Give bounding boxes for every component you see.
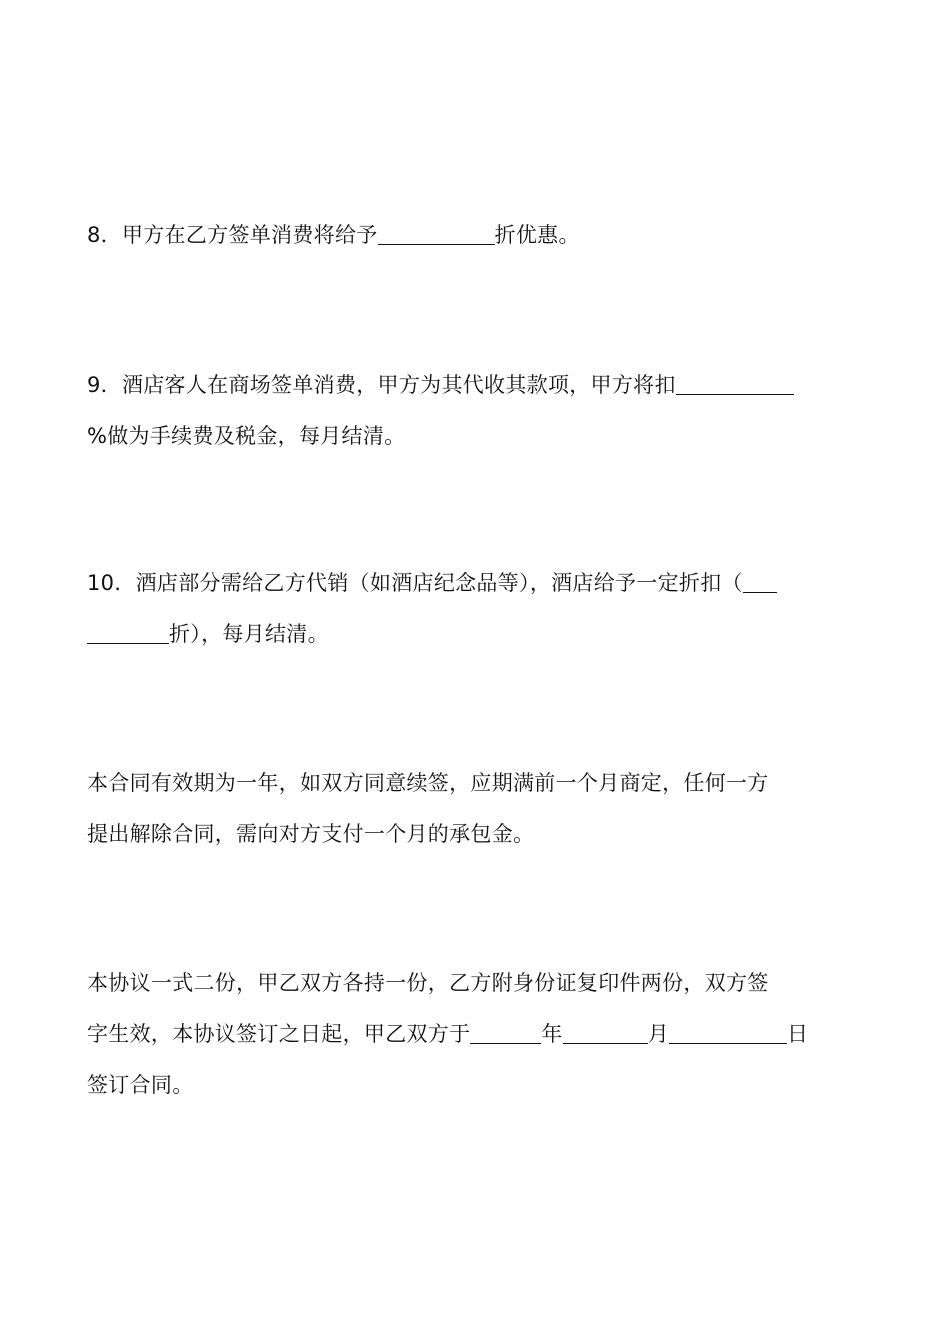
fee-percent-blank[interactable] <box>676 372 794 395</box>
copies-text-2: 字生效，本协议签订之日起，甲乙双方于 <box>87 1022 471 1046</box>
clause-10-line-1 <box>87 558 867 609</box>
copies-text-3: 签订合同。 <box>87 1073 194 1097</box>
validity-text-1: 本合同有效期为一年，如双方同意续签，应期满前一个月商定，任何一方 <box>87 771 769 795</box>
validity-line-2 <box>87 809 867 860</box>
validity-line-1 <box>87 758 867 809</box>
clause-9 <box>87 360 867 462</box>
copies-line-3 <box>87 1060 867 1111</box>
clause-10-text-2: 折），每月结清。 <box>169 622 329 646</box>
clause-8-text-a: 8．甲方在乙方签单消费将给予 <box>87 223 378 247</box>
clause-10-text-1: 10．酒店部分需给乙方代销（如酒店纪念品等），酒店给予一定折扣（ <box>87 571 743 595</box>
copies-line-2 <box>87 1009 867 1060</box>
day-blank[interactable] <box>669 1021 787 1044</box>
copies-line-1 <box>87 958 867 1009</box>
month-label: 月 <box>647 1022 670 1046</box>
consignment-discount-blank-start[interactable] <box>743 570 777 593</box>
consignment-discount-blank-end[interactable] <box>87 621 169 644</box>
clause-9-line-1 <box>87 360 867 411</box>
clause-9-text-1: 9．酒店客人在商场签单消费，甲方为其代收其款项，甲方将扣 <box>87 373 676 397</box>
month-blank[interactable] <box>563 1021 648 1044</box>
year-label: 年 <box>541 1022 563 1046</box>
clause-9-line-2 <box>87 411 867 462</box>
discount-blank[interactable] <box>378 222 495 245</box>
clause-8-text-b: 折优惠。 <box>494 223 580 247</box>
clause-10-line-2 <box>87 609 867 660</box>
clause-8-line-1 <box>87 210 867 261</box>
copies-text-1: 本协议一式二份，甲乙双方各持一份，乙方附身份证复印件两份，双方签 <box>87 971 769 995</box>
clause-9-text-2: %做为手续费及税金，每月结清。 <box>87 424 406 448</box>
year-blank[interactable] <box>470 1021 541 1044</box>
validity-clause <box>87 758 867 860</box>
clause-10 <box>87 558 867 660</box>
day-label: 日 <box>787 1022 809 1046</box>
clause-8 <box>87 210 867 261</box>
copies-clause <box>87 958 867 1111</box>
validity-text-2: 提出解除合同，需向对方支付一个月的承包金。 <box>87 822 535 846</box>
